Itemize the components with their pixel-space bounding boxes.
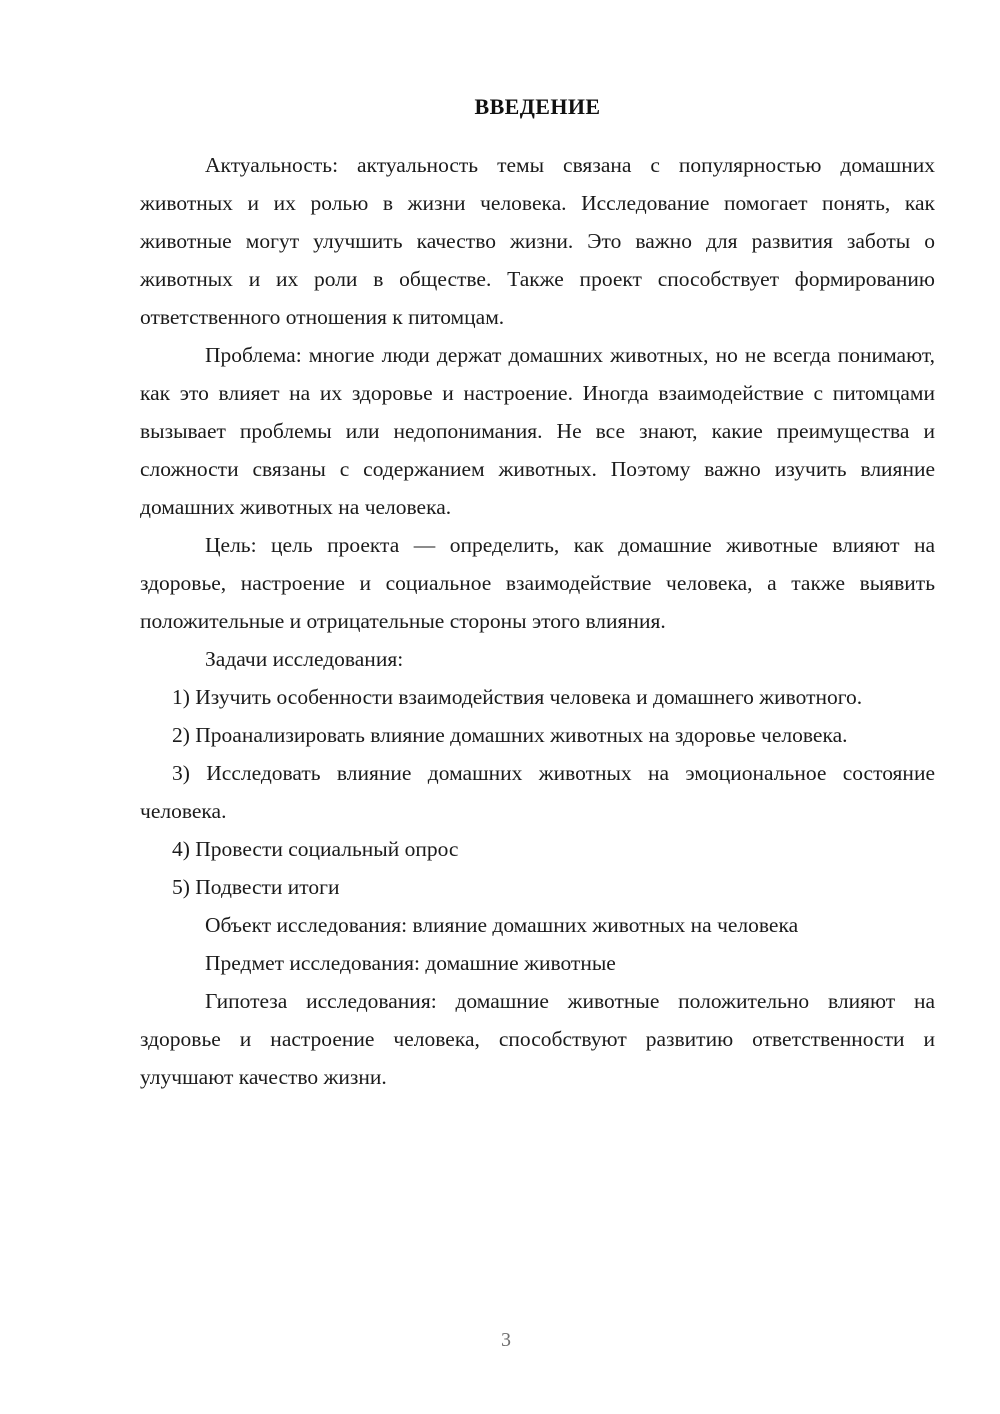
paragraph-subject-of-study: Предмет исследования: домашние животные: [205, 951, 616, 975]
page-number: 3: [501, 1329, 511, 1351]
task-item-4: 4) Провести социальный опрос: [172, 837, 459, 861]
paragraph-problem: Проблема: многие люди держат домашних животных, но не всегда понимают, как это влияет на их здоровье и настроение. Иногда взаимодействие с питомцами вызывает проблемы или недопонимания. Не все знают, какие преимущества и сложности связаны с содержанием животных. Поэтому важно изучить влияние домашних животных на человека.: [140, 343, 935, 519]
page-title: ВВЕДЕНИЕ: [474, 94, 601, 119]
task-item-3: 3) Исследовать влияние домашних животных на эмоциональное состояние человека.: [140, 761, 935, 823]
paragraph-object-of-study: Объект исследования: влияние домашних животных на человека: [205, 913, 799, 937]
document-body: [140, 88, 935, 1096]
task-item-2: 2) Проанализировать влияние домашних животных на здоровье человека.: [172, 723, 848, 747]
task-item-1: 1) Изучить особенности взаимодействия человека и домашнего животного.: [172, 685, 863, 709]
task-item-5: 5) Подвести итоги: [172, 875, 340, 899]
tasks-label: Задачи исследования:: [205, 647, 404, 671]
paragraph-goal: Цель: цель проекта — определить, как домашние животные влияют на здоровье, настроение и социальное взаимодействие человека, а также выявить положительные и отрицательные стороны этого влияния.: [140, 533, 935, 633]
paragraph-hypothesis: Гипотеза исследования: домашние животные положительно влияют на здоровье и настроение человека, способствуют развитию ответственности и улучшают качество жизни.: [140, 989, 935, 1089]
paragraph-relevance: Актуальность: актуальность темы связана с популярностью домашних животных и их ролью в жизни человека. Исследование помогает понять, как животные могут улучшить качество жизни. Это важно для развития заботы о животных и их роли в обществе. Также проект способствует формированию ответственного отношения к питомцам.: [140, 153, 935, 329]
